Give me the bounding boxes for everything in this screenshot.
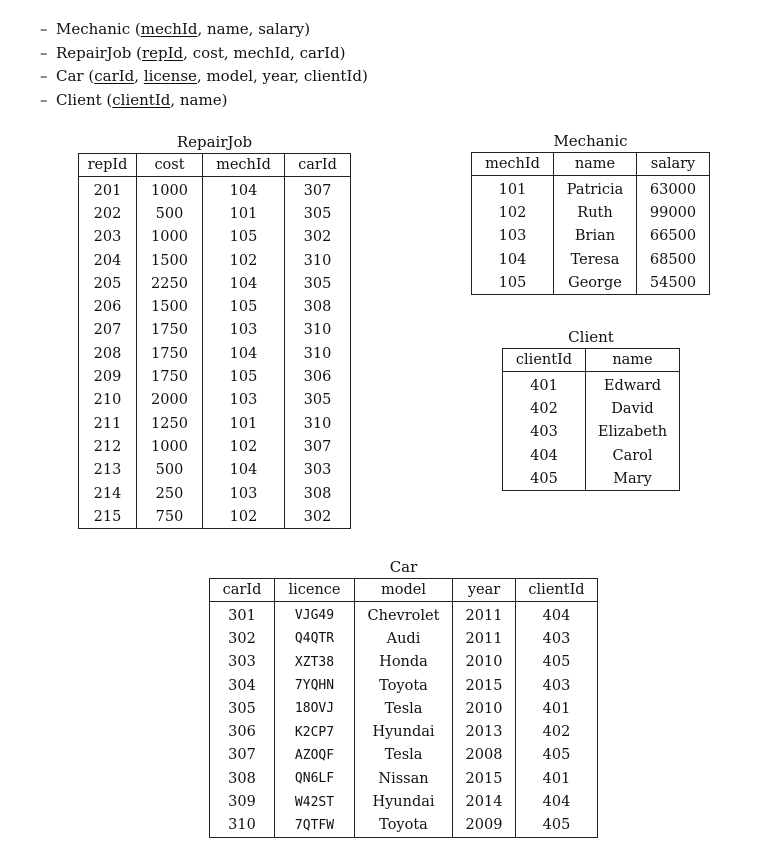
column-header: salary — [637, 153, 710, 176]
table-cell: 303 — [285, 459, 351, 482]
table-cell: Q4QTR — [275, 627, 355, 650]
table-cell: 403 — [503, 421, 586, 444]
table-row — [210, 720, 598, 743]
table-cell: 301 — [210, 602, 275, 628]
table-cell: 750 — [137, 505, 203, 529]
table-cell: 305 — [285, 389, 351, 412]
table-row — [79, 272, 351, 295]
table-cell: Tesla — [355, 697, 453, 720]
table-row — [210, 674, 598, 697]
schema-attributes: , name, salary) — [197, 20, 311, 38]
table-cell: Hyundai — [355, 720, 453, 743]
table-row — [79, 249, 351, 272]
table-row — [79, 177, 351, 203]
table-cell: 1500 — [137, 295, 203, 318]
table-cell: Tesla — [355, 744, 453, 767]
table-cell: 2250 — [137, 272, 203, 295]
table-row — [79, 505, 351, 529]
table-cell: 206 — [79, 295, 137, 318]
table-cell: 405 — [516, 651, 598, 674]
table-cell: 405 — [503, 467, 586, 491]
table-cell: Patricia — [554, 176, 637, 202]
bullet-dash: – — [40, 43, 48, 62]
schema-relation-name: Client — [56, 90, 102, 109]
column-header: name — [586, 349, 680, 372]
table-row — [210, 790, 598, 813]
table-cell: 205 — [79, 272, 137, 295]
table-cell: W42ST — [275, 790, 355, 813]
table-row — [210, 744, 598, 767]
table-cell: 306 — [285, 365, 351, 388]
table-cell: 401 — [516, 767, 598, 790]
table-row — [79, 226, 351, 249]
bullet-dash: – — [40, 67, 48, 85]
column-header: licence — [275, 579, 355, 602]
table-row — [210, 651, 598, 674]
schema-relation-name: Car — [56, 67, 84, 85]
table-row — [79, 319, 351, 342]
table-cell: 2008 — [453, 744, 516, 767]
table-cell: 402 — [503, 397, 586, 420]
table-cell: 310 — [285, 319, 351, 342]
table-cell: 104 — [203, 272, 285, 295]
table-cell: 402 — [516, 720, 598, 743]
schema-key-attribute: repId — [141, 43, 184, 62]
table-row — [79, 482, 351, 505]
table-cell: 1500 — [137, 249, 203, 272]
table-cell: Mary — [586, 467, 680, 491]
table-cell: 213 — [79, 459, 137, 482]
table-row — [79, 295, 351, 318]
table-cell: Toyota — [355, 814, 453, 838]
bullet-dash: – — [40, 90, 48, 109]
table-cell: 303 — [210, 651, 275, 674]
column-header: clientId — [516, 579, 598, 602]
table-cell: 105 — [472, 271, 554, 295]
table-cell: 104 — [203, 459, 285, 482]
table-row — [503, 467, 680, 491]
table-cell: 210 — [79, 389, 137, 412]
table-cell: 2015 — [453, 767, 516, 790]
table-cell: 101 — [203, 412, 285, 435]
repairjob-table — [78, 131, 351, 529]
table-cell: 208 — [79, 342, 137, 365]
table-cell: 2000 — [137, 389, 203, 412]
table-cell: 2011 — [453, 627, 516, 650]
table-row — [503, 397, 680, 420]
table-cell: Hyundai — [355, 790, 453, 813]
table-cell: 2015 — [453, 674, 516, 697]
schema-attributes: , — [134, 67, 144, 85]
table-cell: 302 — [285, 226, 351, 249]
table-cell: 2010 — [453, 651, 516, 674]
table-row — [210, 697, 598, 720]
table-cell: 404 — [516, 602, 598, 628]
table-cell: 201 — [79, 177, 137, 203]
table-cell: 215 — [79, 505, 137, 529]
schema-line — [40, 42, 368, 66]
car-grid — [209, 578, 598, 838]
table-cell: 103 — [203, 389, 285, 412]
table-cell: 2014 — [453, 790, 516, 813]
repairjob-grid — [78, 153, 351, 529]
client-table — [502, 326, 680, 491]
table-row — [79, 389, 351, 412]
table-cell: 102 — [203, 505, 285, 529]
table-row — [210, 627, 598, 650]
column-header: clientId — [503, 349, 586, 372]
schema-attributes: , model, year, clientId) — [196, 67, 368, 85]
table-cell: 204 — [79, 249, 137, 272]
table-cell: 209 — [79, 365, 137, 388]
table-cell: 103 — [203, 482, 285, 505]
table-cell: 308 — [210, 767, 275, 790]
table-cell: 310 — [285, 249, 351, 272]
table-cell: Elizabeth — [586, 421, 680, 444]
table-cell: 102 — [203, 435, 285, 458]
table-cell: 405 — [516, 814, 598, 838]
table-cell: 305 — [285, 202, 351, 225]
header-row — [503, 349, 680, 372]
table-cell: K2CP7 — [275, 720, 355, 743]
table-cell: 401 — [503, 372, 586, 398]
table-row — [79, 342, 351, 365]
table-cell: 401 — [516, 697, 598, 720]
table-cell: 214 — [79, 482, 137, 505]
table-cell: 403 — [516, 627, 598, 650]
schema-relation-name: Mechanic — [56, 20, 131, 38]
table-cell: 307 — [210, 744, 275, 767]
table-cell: 63000 — [637, 176, 710, 202]
column-header: mechId — [472, 153, 554, 176]
mechanic-table — [471, 130, 710, 295]
table-cell: 305 — [210, 697, 275, 720]
table-row — [79, 435, 351, 458]
table-cell: 1750 — [137, 342, 203, 365]
table-cell: 307 — [285, 177, 351, 203]
header-row — [210, 579, 598, 602]
table-cell: 1000 — [137, 435, 203, 458]
table-cell: 405 — [516, 744, 598, 767]
column-header: name — [554, 153, 637, 176]
table-cell: QN6LF — [275, 767, 355, 790]
table-cell: 7QTFW — [275, 814, 355, 838]
table-cell: 102 — [203, 249, 285, 272]
mechanic-title: Mechanic — [553, 132, 628, 150]
table-row — [210, 602, 598, 628]
table-row — [210, 767, 598, 790]
schema-open-paren: ( — [130, 20, 141, 38]
table-row — [210, 814, 598, 838]
table-cell: Toyota — [355, 674, 453, 697]
table-cell: 309 — [210, 790, 275, 813]
schema-key-attribute: license — [143, 67, 197, 85]
table-row — [79, 412, 351, 435]
table-cell: 103 — [203, 319, 285, 342]
table-cell: Edward — [586, 372, 680, 398]
column-header: repId — [79, 154, 137, 177]
schema-line — [40, 89, 368, 113]
column-header: cost — [137, 154, 203, 177]
header-row — [79, 154, 351, 177]
table-cell: 68500 — [637, 248, 710, 271]
repairjob-title: RepairJob — [176, 133, 253, 151]
table-cell: 1750 — [137, 319, 203, 342]
schema-key-attribute: mechId — [140, 20, 198, 38]
table-row — [503, 444, 680, 467]
table-cell: 500 — [137, 459, 203, 482]
car-table — [209, 556, 598, 838]
table-cell: 101 — [472, 176, 554, 202]
table-cell: 102 — [472, 201, 554, 224]
table-row — [503, 421, 680, 444]
column-header: year — [453, 579, 516, 602]
table-cell: Brian — [554, 225, 637, 248]
schema-list — [40, 18, 368, 112]
table-row — [79, 459, 351, 482]
table-cell: Carol — [586, 444, 680, 467]
table-cell: VJG49 — [275, 602, 355, 628]
table-cell: 304 — [210, 674, 275, 697]
column-header: mechId — [203, 154, 285, 177]
column-header: carId — [285, 154, 351, 177]
table-cell: 211 — [79, 412, 137, 435]
table-row — [79, 202, 351, 225]
table-row — [472, 201, 710, 224]
table-cell: 203 — [79, 226, 137, 249]
table-cell: 105 — [203, 295, 285, 318]
table-cell: 310 — [285, 342, 351, 365]
table-cell: Ruth — [554, 201, 637, 224]
table-cell: 54500 — [637, 271, 710, 295]
table-cell: 306 — [210, 720, 275, 743]
table-cell: Chevrolet — [355, 602, 453, 628]
schema-attributes: , name) — [170, 90, 228, 109]
table-row — [472, 248, 710, 271]
table-cell: 307 — [285, 435, 351, 458]
table-cell: 101 — [203, 202, 285, 225]
table-cell: David — [586, 397, 680, 420]
table-cell: 212 — [79, 435, 137, 458]
table-cell: 66500 — [637, 225, 710, 248]
table-cell: AZOQF — [275, 744, 355, 767]
table-cell: 99000 — [637, 201, 710, 224]
table-cell: 104 — [472, 248, 554, 271]
table-row — [472, 176, 710, 202]
schema-line — [40, 18, 368, 42]
table-cell: George — [554, 271, 637, 295]
table-cell: 302 — [285, 505, 351, 529]
table-cell: 1250 — [137, 412, 203, 435]
table-cell: 2009 — [453, 814, 516, 838]
table-cell: Nissan — [355, 767, 453, 790]
table-cell: 305 — [285, 272, 351, 295]
table-cell: Audi — [355, 627, 453, 650]
bullet-dash: – — [40, 20, 48, 38]
table-cell: 310 — [285, 412, 351, 435]
table-cell: 2010 — [453, 697, 516, 720]
header-row — [472, 153, 710, 176]
schema-key-attribute: carId — [94, 67, 135, 85]
table-cell: 202 — [79, 202, 137, 225]
table-cell: Teresa — [554, 248, 637, 271]
client-title: Client — [568, 328, 614, 346]
table-row — [503, 372, 680, 398]
table-cell: 1000 — [137, 177, 203, 203]
table-cell: 404 — [503, 444, 586, 467]
table-cell: 404 — [516, 790, 598, 813]
table-cell: 105 — [203, 365, 285, 388]
table-cell: 1000 — [137, 226, 203, 249]
table-cell: 2011 — [453, 602, 516, 628]
table-cell: 403 — [516, 674, 598, 697]
schema-open-paren: ( — [131, 43, 142, 62]
table-cell: 308 — [285, 482, 351, 505]
table-cell: 18OVJ — [275, 697, 355, 720]
schema-open-paren: ( — [101, 90, 113, 109]
table-cell: 500 — [137, 202, 203, 225]
table-cell: Honda — [355, 651, 453, 674]
schema-key-attribute: clientId — [112, 90, 171, 109]
table-cell: 103 — [472, 225, 554, 248]
car-title: Car — [389, 558, 418, 576]
table-row — [79, 365, 351, 388]
table-cell: XZT38 — [275, 651, 355, 674]
schema-relation-name: RepairJob — [56, 43, 132, 62]
column-header: model — [355, 579, 453, 602]
schema-attributes: , cost, mechId, carId) — [183, 43, 346, 62]
table-cell: 250 — [137, 482, 203, 505]
table-cell: 310 — [210, 814, 275, 838]
schema-line — [40, 65, 368, 89]
table-row — [472, 271, 710, 295]
table-cell: 1750 — [137, 365, 203, 388]
table-cell: 207 — [79, 319, 137, 342]
table-cell: 302 — [210, 627, 275, 650]
table-cell: 7YQHN — [275, 674, 355, 697]
schema-open-paren: ( — [83, 67, 95, 85]
table-row — [472, 225, 710, 248]
table-cell: 105 — [203, 226, 285, 249]
table-cell: 104 — [203, 177, 285, 203]
table-cell: 308 — [285, 295, 351, 318]
client-grid — [502, 348, 680, 491]
column-header: carId — [210, 579, 275, 602]
table-cell: 104 — [203, 342, 285, 365]
table-cell: 2013 — [453, 720, 516, 743]
mechanic-grid — [471, 152, 710, 295]
